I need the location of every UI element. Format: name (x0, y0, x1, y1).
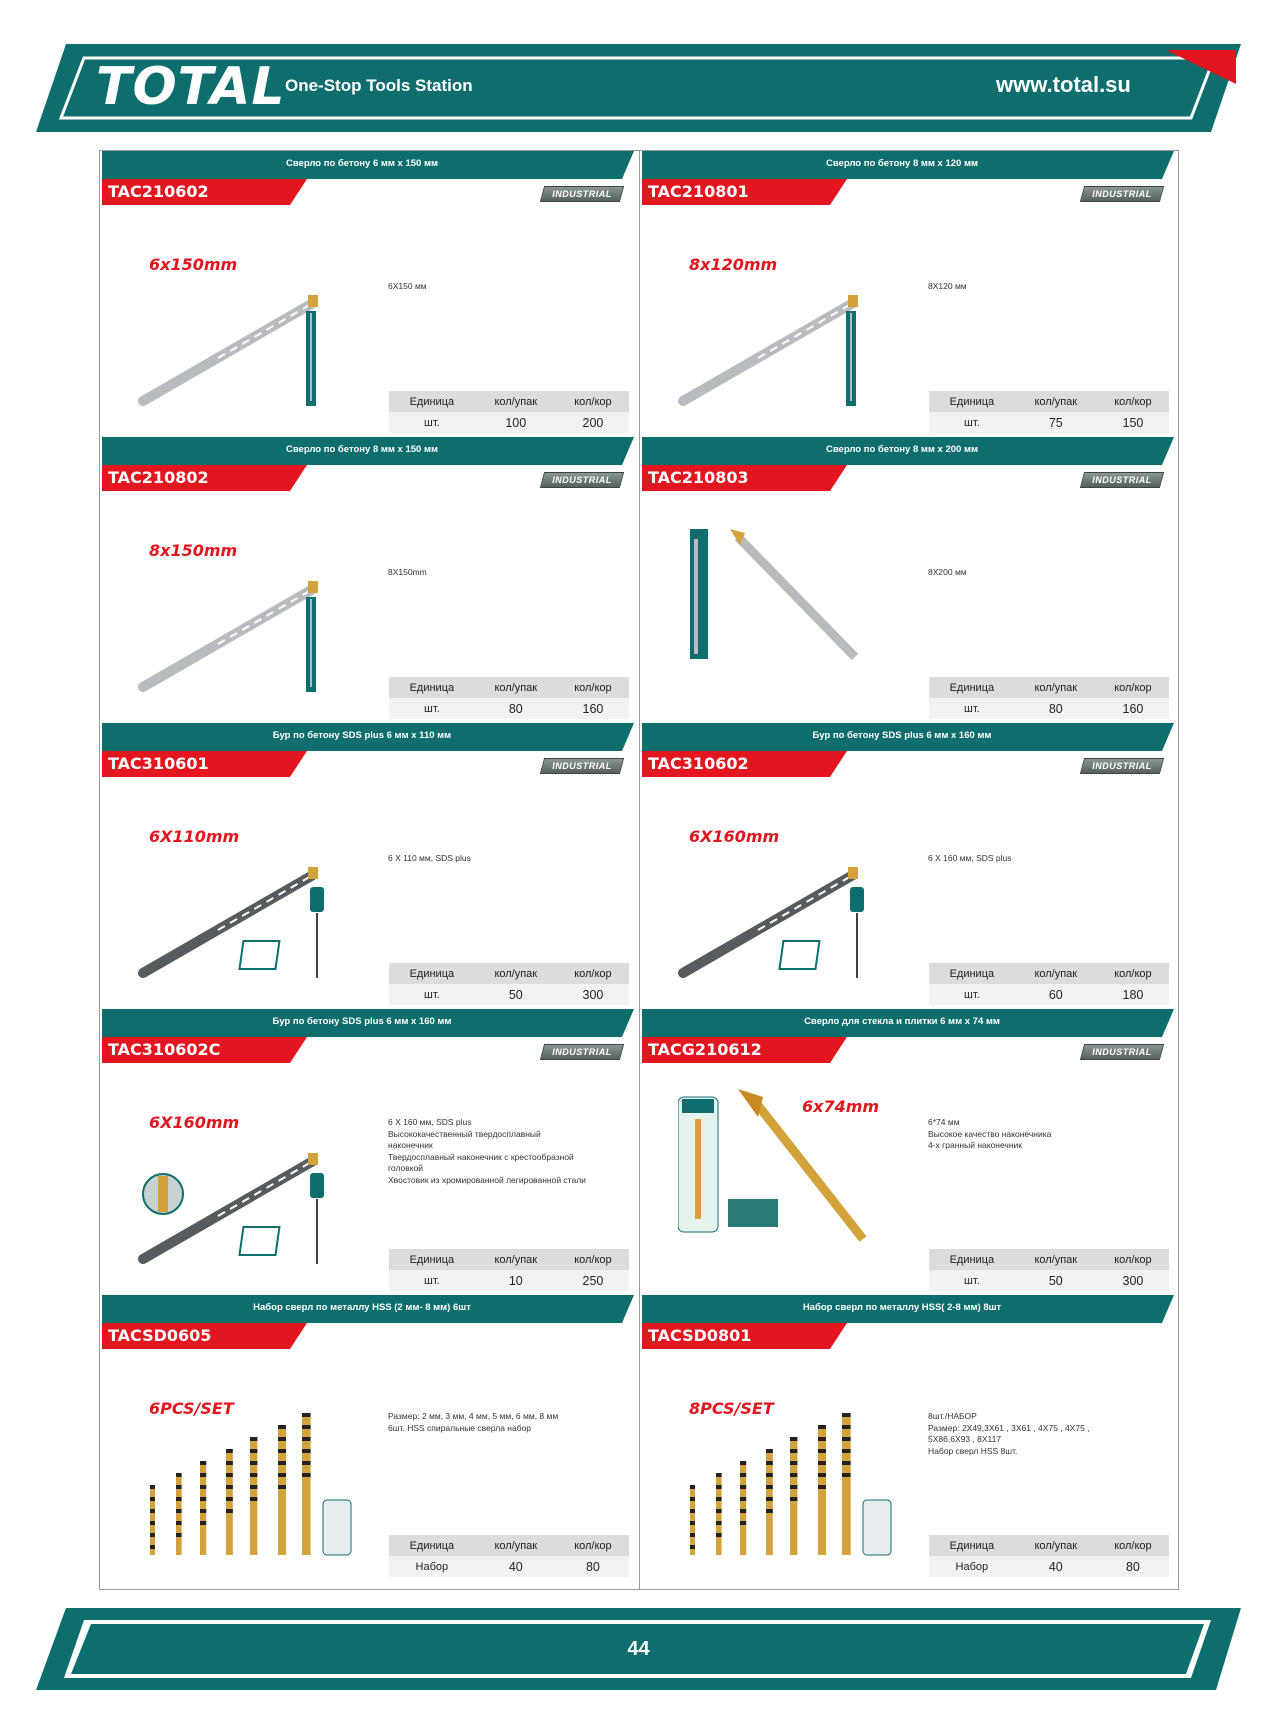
value-per-box: 80 (1097, 1556, 1169, 1577)
value-per-box: 300 (1097, 1270, 1169, 1291)
value-per-box: 250 (557, 1270, 629, 1291)
header-unit: Единица (929, 677, 1015, 698)
value-unit: шт. (389, 698, 475, 719)
value-unit: шт. (389, 984, 475, 1005)
value-per-pack: 40 (1015, 1556, 1097, 1577)
product-code: TAC210801 (648, 182, 749, 201)
product-title: Сверло по бетону 6 мм х 150 мм (285, 158, 439, 169)
spec-table (929, 1535, 1169, 1577)
value-per-pack: 75 (1015, 412, 1097, 433)
spec-table (389, 677, 629, 719)
website-link[interactable]: www.total.su (996, 72, 1131, 97)
sds-drill-icon (138, 823, 358, 983)
product-description: 8X120 мм (928, 281, 967, 291)
product-cell-tac210801 (642, 151, 1182, 437)
header-per-box: кол/кор (1097, 1535, 1169, 1556)
product-cell-tac210803 (642, 437, 1182, 723)
header-per-pack: кол/упак (1015, 1535, 1097, 1556)
product-code: TACSD0801 (648, 1326, 752, 1345)
product-title: Сверло по бетону 8 мм х 200 мм (825, 444, 979, 455)
product-title: Бур по бетону SDS plus 6 мм х 160 мм (812, 730, 992, 741)
header-unit: Единица (389, 677, 475, 698)
value-unit: Набор (389, 1556, 475, 1577)
industrial-badge: INDUSTRIAL (1080, 758, 1164, 774)
value-per-pack: 50 (1015, 1270, 1097, 1291)
industrial-badge: INDUSTRIAL (540, 472, 624, 488)
size-label: 8x120mm (689, 255, 778, 274)
header-per-box: кол/кор (557, 391, 629, 412)
value-per-box: 180 (1097, 984, 1169, 1005)
product-code: TAC210802 (108, 468, 209, 487)
size-label: 6x74mm (802, 1097, 880, 1116)
product-code: TAC210602 (108, 182, 209, 201)
product-title: Бур по бетону SDS plus 6 мм х 160 мм (272, 1016, 452, 1027)
header-unit: Единица (389, 1535, 475, 1556)
product-code: TAC310602C (108, 1040, 221, 1059)
header-per-box: кол/кор (557, 1249, 629, 1270)
value-unit: шт. (389, 412, 475, 433)
sds-cross-drill-icon (138, 1109, 358, 1269)
product-title: Бур по бетону SDS plus 6 мм х 110 мм (272, 730, 452, 741)
product-cell-tac210802 (102, 437, 642, 723)
spec-table (929, 963, 1169, 1005)
spec-table (929, 391, 1169, 433)
product-description: 8X150mm (388, 567, 427, 577)
total-logo: TOTAL (96, 57, 286, 117)
value-unit: шт. (929, 698, 1015, 719)
page-footer (36, 1608, 1241, 1690)
value-per-pack: 60 (1015, 984, 1097, 1005)
page-number: 44 (627, 1638, 650, 1660)
value-per-box: 80 (557, 1556, 629, 1577)
value-per-box: 160 (557, 698, 629, 719)
spec-table (389, 391, 629, 433)
industrial-badge: INDUSTRIAL (540, 758, 624, 774)
header-unit: Единица (389, 963, 475, 984)
value-per-box: 150 (1097, 412, 1169, 433)
header-unit: Единица (929, 391, 1015, 412)
spec-table (929, 1249, 1169, 1291)
size-label: 6X160mm (149, 1113, 240, 1132)
value-per-pack: 80 (475, 698, 557, 719)
value-unit: Набор (929, 1556, 1015, 1577)
value-per-pack: 50 (475, 984, 557, 1005)
size-label: 6X160mm (689, 827, 780, 846)
header-unit: Единица (929, 1535, 1015, 1556)
header-per-box: кол/кор (1097, 677, 1169, 698)
masonry-drill-icon (138, 251, 358, 411)
spec-table (929, 677, 1169, 719)
product-cell-tac210602 (102, 151, 642, 437)
value-per-box: 160 (1097, 698, 1169, 719)
value-per-box: 300 (557, 984, 629, 1005)
size-label: 6PCS/SET (149, 1399, 234, 1418)
product-description: 6*74 мм Высокое качество наконечника 4-х гранный наконечник (928, 1117, 1052, 1150)
spec-table (389, 963, 629, 1005)
industrial-badge: INDUSTRIAL (1080, 472, 1164, 488)
header-per-box: кол/кор (557, 1535, 629, 1556)
product-code: TAC310602 (648, 754, 749, 773)
product-cell-tacsd0801 (642, 1295, 1182, 1581)
sds-drill-icon (678, 823, 898, 983)
value-unit: шт. (929, 412, 1015, 433)
product-title: Сверло по бетону 8 мм х 120 мм (825, 158, 979, 169)
spec-table (389, 1249, 629, 1291)
header-per-box: кол/кор (1097, 963, 1169, 984)
value-per-pack: 40 (475, 1556, 557, 1577)
masonry-drill-icon (678, 251, 898, 411)
hss-drill-set-icon (138, 1405, 358, 1565)
industrial-badge: INDUSTRIAL (1080, 1044, 1164, 1060)
product-code: TACSD0605 (108, 1326, 212, 1345)
product-description: 6 X 160 мм, SDS plus (928, 853, 1012, 863)
product-code: TACG210612 (648, 1040, 762, 1059)
product-cell-tac310602 (642, 723, 1182, 1009)
product-title: Набор сверл по металлу HSS (2 мм- 8 мм) 6шт (253, 1302, 471, 1313)
product-cell-tacsd0605 (102, 1295, 642, 1581)
header-unit: Единица (929, 1249, 1015, 1270)
value-per-pack: 10 (475, 1270, 557, 1291)
header-per-box: кол/кор (1097, 1249, 1169, 1270)
product-title: Набор сверл по металлу HSS( 2-8 мм) 8шт (802, 1302, 1002, 1313)
product-description: 8шт./НАБОР Размер: 2X49,3X61 , 3X61 , 4X75 , 4X75 , 5X86,6X93 , 8X117 Набор сверл HSS 8шт. (928, 1411, 1090, 1456)
header-unit: Единица (929, 963, 1015, 984)
header-per-pack: кол/упак (1015, 391, 1097, 412)
product-title: Сверло по бетону 8 мм х 150 мм (285, 444, 439, 455)
header-unit: Единица (389, 391, 475, 412)
glass-tile-drill-icon (678, 1089, 898, 1249)
header-per-pack: кол/упак (475, 1249, 557, 1270)
size-label: 6x150mm (149, 255, 238, 274)
product-code: TAC310601 (108, 754, 209, 773)
header-per-box: кол/кор (557, 677, 629, 698)
header-per-pack: кол/упак (475, 1535, 557, 1556)
industrial-badge: INDUSTRIAL (540, 186, 624, 202)
header-per-box: кол/кор (557, 963, 629, 984)
product-description: 8X200 мм (928, 567, 967, 577)
value-per-pack: 80 (1015, 698, 1097, 719)
brand-tagline: One-Stop Tools Station (285, 76, 473, 95)
size-label: 6X110mm (149, 827, 240, 846)
size-label: 8x150mm (149, 541, 238, 560)
header-per-pack: кол/упак (475, 391, 557, 412)
header-per-pack: кол/упак (475, 677, 557, 698)
masonry-drill-icon (138, 537, 358, 697)
page-header (36, 44, 1241, 132)
header-per-pack: кол/упак (1015, 1249, 1097, 1270)
industrial-badge: INDUSTRIAL (1080, 186, 1164, 202)
product-cell-tac310601 (102, 723, 642, 1009)
product-description: Размер: 2 мм, 3 мм, 4 мм, 5 мм, 6 мм, 8 мм 6шт. HSS спиральные сверла набор (388, 1411, 559, 1433)
value-unit: шт. (929, 984, 1015, 1005)
header-per-pack: кол/упак (475, 963, 557, 984)
product-grid (99, 150, 1179, 1590)
value-unit: шт. (389, 1270, 475, 1291)
header-unit: Единица (389, 1249, 475, 1270)
value-unit: шт. (929, 1270, 1015, 1291)
product-title: Сверло для стекла и плитки 6 мм х 74 мм (804, 1016, 1000, 1027)
header-per-box: кол/кор (1097, 391, 1169, 412)
product-code: TAC210803 (648, 468, 749, 487)
product-description: 6X150 мм (388, 281, 427, 291)
product-cell-tac310602c (102, 1009, 642, 1295)
industrial-badge: INDUSTRIAL (540, 1044, 624, 1060)
value-per-pack: 100 (475, 412, 557, 433)
product-cell-tacg210612 (642, 1009, 1182, 1295)
product-description: 6 X 110 мм, SDS plus (388, 853, 471, 863)
spec-table (389, 1535, 629, 1577)
masonry-drill-long-icon (690, 529, 910, 689)
header-per-pack: кол/упак (1015, 963, 1097, 984)
header-per-pack: кол/упак (1015, 677, 1097, 698)
product-description: 6 X 160 мм, SDS plus Высококачественный твердосплавный наконечник Твердосплавный наконечник с крестообразной головкой Хвостовик из хромированной легированной стали (388, 1117, 586, 1185)
size-label: 8PCS/SET (689, 1399, 774, 1418)
hss-drill-set-icon (678, 1405, 898, 1565)
value-per-box: 200 (557, 412, 629, 433)
